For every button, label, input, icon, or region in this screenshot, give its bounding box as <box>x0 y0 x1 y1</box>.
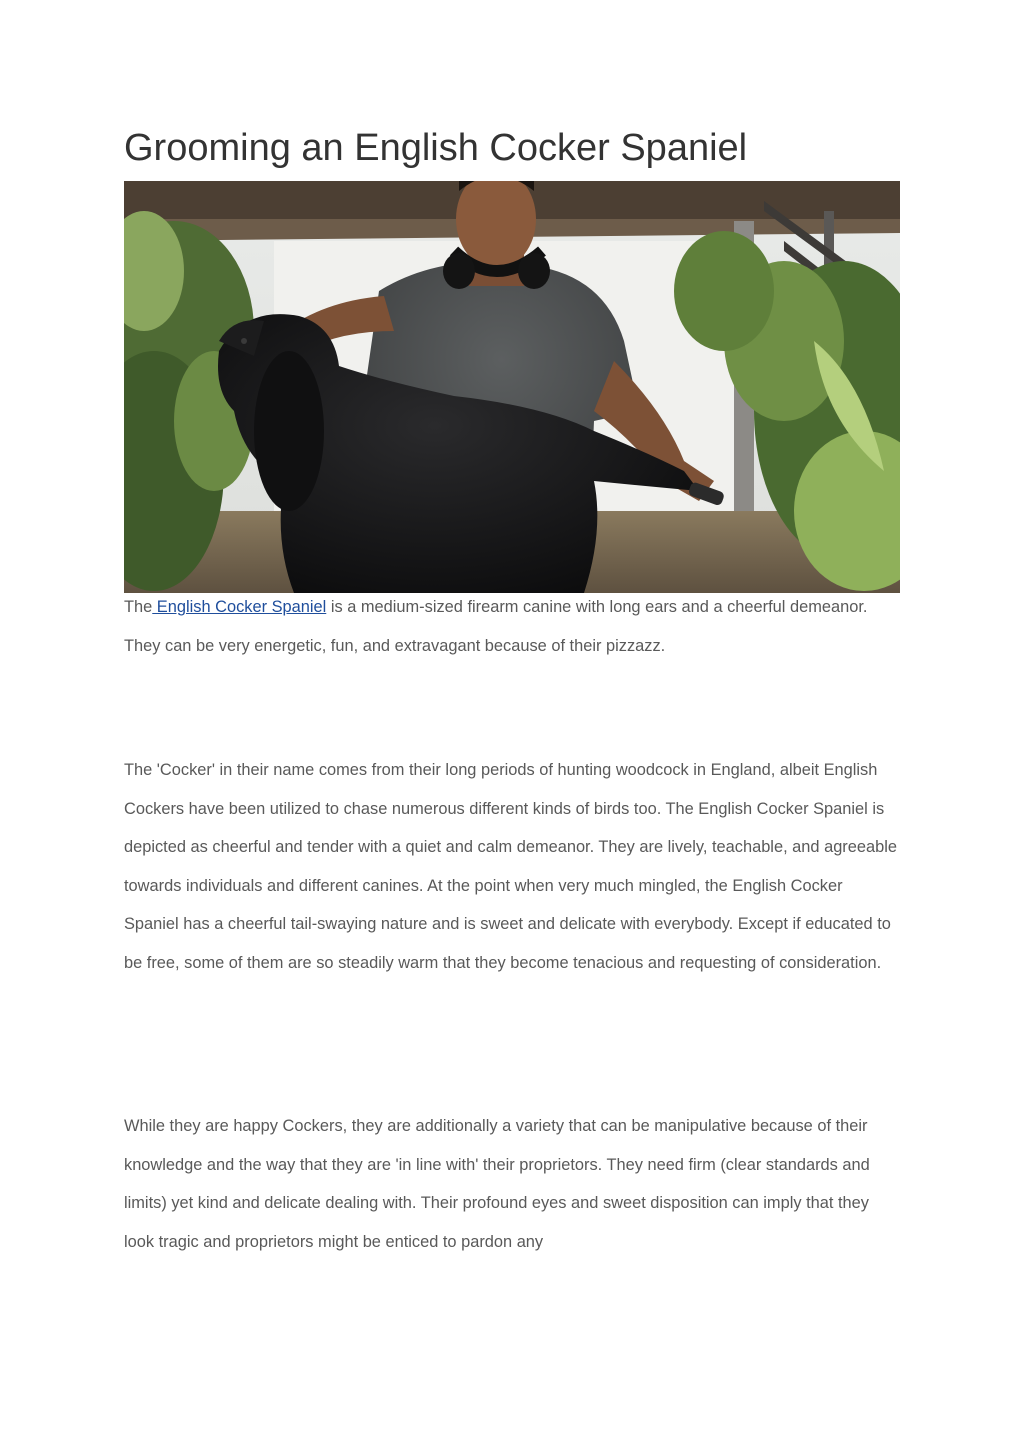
man-with-black-cocker-spaniel-photo <box>124 181 900 593</box>
body-paragraph-2: The 'Cocker' in their name comes from their long periods of hunting woodcock in England, albeit English Cockers have been utilized to chase numerous different kinds of birds too. The English Cocker Spaniel is depicted as cheerful and tender with a quiet and calm demeanor. They are lively, teachable, and agreeable towards individuals and different canines. At the point when very much mingled, the English Cocker Spaniel has a cheerful tail-swaying nature and is sweet and delicate with everybody. Except if educated to be free, some of them are so steadily warm that they become tenacious and requesting of consideration. <box>124 761 897 972</box>
english-cocker-spaniel-link[interactable]: English Cocker Spaniel <box>152 598 327 616</box>
page-title: Grooming an English Cocker Spaniel <box>124 127 748 169</box>
intro-paragraph <box>124 588 900 665</box>
intro-rest-text: is a medium-sized firearm canine with long ears and a cheerful demeanor. They can be very energetic, fun, and extravagant because of their pizzazz. <box>124 598 868 655</box>
body-paragraph-3: While they are happy Cockers, they are additionally a variety that can be manipulative because of their knowledge and the way that they are 'in line with' their proprietors. They need firm (clear standards and limits) yet kind and delicate dealing with. Their profound eyes and sweet disposition can imply that they look tragic and proprietors might be enticed to pardon any <box>124 1117 870 1251</box>
intro-lead-text: The <box>124 598 153 616</box>
